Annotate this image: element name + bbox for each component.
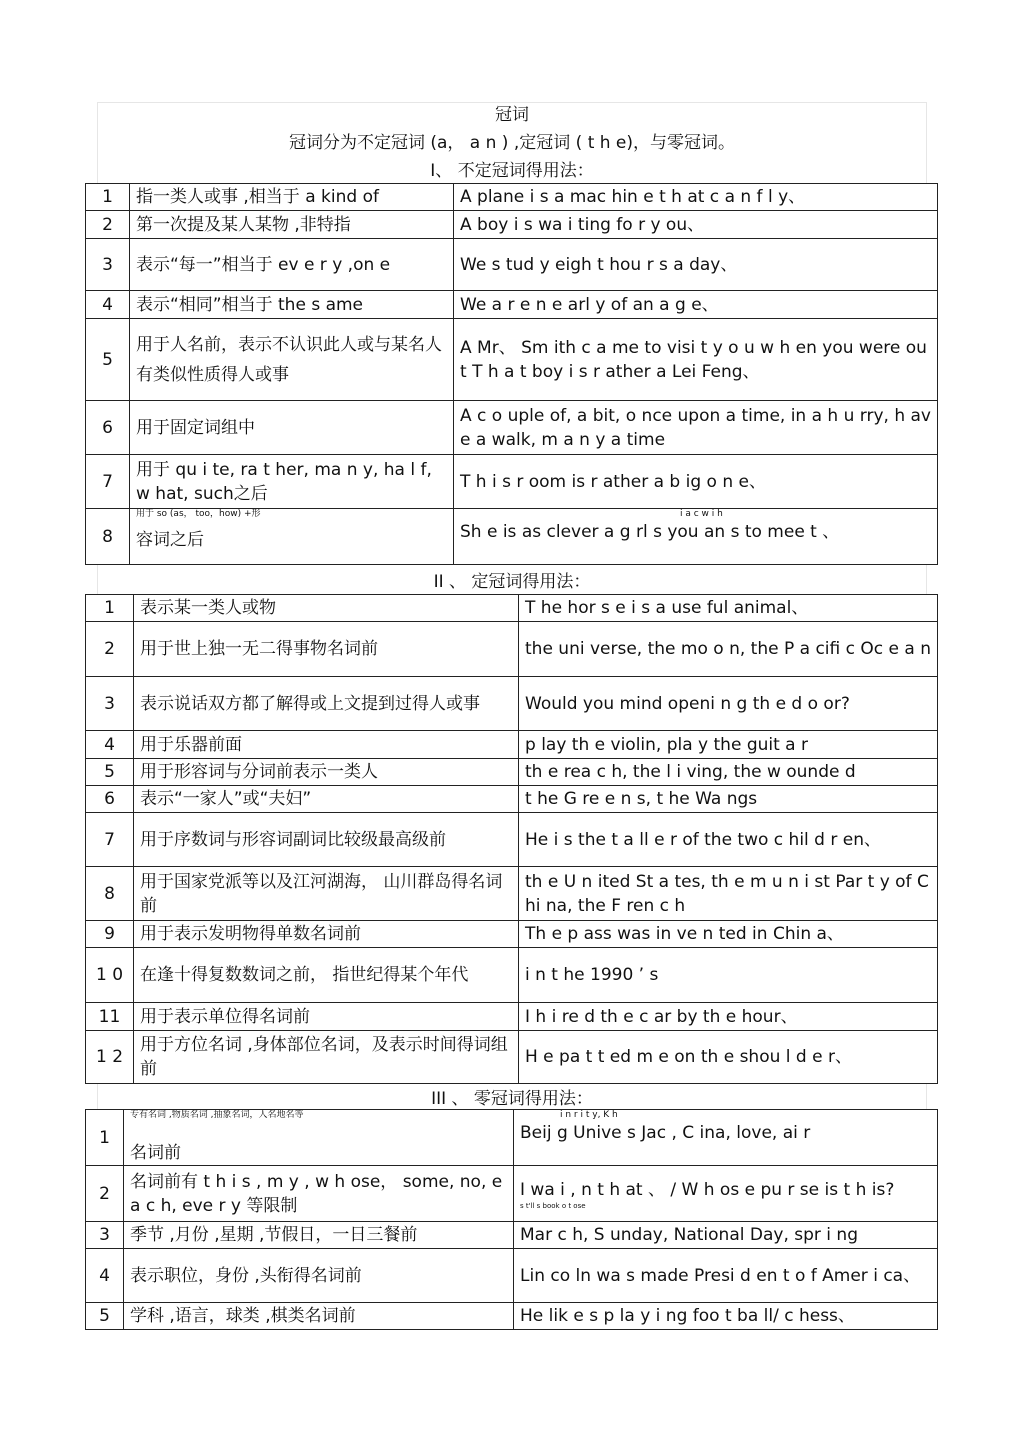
usage-cell: 用于表示单位得名词前	[134, 1003, 519, 1031]
indefinite-article-table	[85, 183, 938, 565]
example-small-text: i a c w i h	[680, 509, 723, 519]
row-number: 4	[86, 291, 130, 319]
usage-cell: 表示说话双方都了解得或上文提到过得人或事	[134, 677, 519, 731]
table-row	[86, 759, 938, 786]
usage-small-text: 用于 so (as， too，how) +形	[136, 509, 261, 519]
row-number: 9	[86, 921, 134, 948]
usage-cell: 用于国家党派等以及江河湖海， 山川群岛得名词前	[134, 867, 519, 921]
table-row	[86, 1003, 938, 1031]
row-number: 4	[86, 1249, 124, 1303]
usage-cell	[124, 1110, 514, 1166]
usage-cell: 表示职位，身份 ,头衔得名词前	[124, 1249, 514, 1303]
intro-text: 冠词分为不定冠词 (a， a n ) ,定冠词 ( t h e)，与零冠词。	[288, 133, 736, 153]
usage-cell: 表示某一类人或物	[134, 595, 519, 622]
row-number: 6	[86, 401, 130, 455]
table-row	[86, 1110, 938, 1166]
table-row	[86, 786, 938, 813]
example-cell: A boy i s wa i ting fo r y ou、	[454, 211, 938, 239]
example-cell: He lik e s p la y i ng foo t ba ll/ c hess、	[514, 1303, 938, 1330]
table-row	[86, 211, 938, 239]
table-row	[86, 184, 938, 211]
definite-article-table	[85, 594, 938, 1084]
usage-cell: 用于方位名词 ,身体部位名词，及表示时间得词组前	[134, 1031, 519, 1084]
table-row	[86, 1249, 938, 1303]
row-number: 4	[86, 731, 134, 759]
usage-cell: 用于人名前，表示不认识此人或与某名人有类似性质得人或事	[130, 319, 454, 401]
row-number: 2	[86, 622, 134, 677]
example-cell: th e U n ited St a tes, th e m u n i st Par t y of C hi na, the F ren c h	[519, 867, 938, 921]
table-row	[86, 291, 938, 319]
example-cell: A c o uple of, a bit, o nce upon a time, in a h u rry, h ave a walk, m a n y a time	[454, 401, 938, 455]
example-small-text: i n r i t y, K h	[560, 1110, 618, 1120]
example-cell: I h i re d th e c ar by th e hour、	[519, 1003, 938, 1031]
example-cell: T he hor s e i s a use ful animal、	[519, 595, 938, 622]
example-cell: He i s the t a ll e r of the two c hil d r en、	[519, 813, 938, 867]
example-cell	[454, 509, 938, 565]
row-number: 5	[86, 319, 130, 401]
example-cell: We a r e n e arl y of an a g e、	[454, 291, 938, 319]
table-row	[86, 1031, 938, 1084]
row-number: 1	[86, 595, 134, 622]
example-cell: Mar c h, S unday, National Day, spr i ng	[514, 1222, 938, 1249]
row-number: 6	[86, 786, 134, 813]
usage-cell: 季节 ,月份 ,星期 ,节假日，一日三餐前	[124, 1222, 514, 1249]
page-title: 冠词	[495, 105, 529, 125]
usage-cell: 表示“每一”相当于 ev e r y ,on e	[130, 239, 454, 291]
example-cell: T h i s r oom is r ather a b ig o n e、	[454, 455, 938, 509]
example-cell: th e rea c h, the l i ving, the w ounde d	[519, 759, 938, 786]
table-row	[86, 455, 938, 509]
row-number: 11	[86, 1003, 134, 1031]
example-text: Sh e is as clever a g rl s you an s to mee t 、	[460, 522, 840, 542]
usage-text: 容词之后	[136, 530, 204, 550]
usage-text: 名词前	[130, 1143, 181, 1163]
table-row	[86, 867, 938, 921]
example-text: Beij g Unive s Jac , C ina, love, ai r	[520, 1123, 811, 1143]
table-row	[86, 239, 938, 291]
table-row	[86, 595, 938, 622]
example-cell	[514, 1110, 938, 1166]
section-heading-definite: II 、 定冠词得用法：	[433, 572, 591, 592]
usage-cell: 用于形容词与分词前表示一类人	[134, 759, 519, 786]
example-cell: Th e p ass was in ve n ted in Chin a、	[519, 921, 938, 948]
usage-cell: 名词前有 t h i s , m y , w h ose， some, no, ea c h, eve r y 等限制	[124, 1166, 514, 1222]
usage-cell: 在逢十得复数数词之前， 指世纪得某个年代	[134, 948, 519, 1003]
row-number: 5	[86, 1303, 124, 1330]
example-text: I wa i , n t h at 、 / W h os e pu r se is t h is?	[520, 1179, 895, 1200]
usage-cell: 用于世上独一无二得事物名词前	[134, 622, 519, 677]
row-number: 3	[86, 677, 134, 731]
example-cell: Would you mind openi n g th e d o or?	[519, 677, 938, 731]
table-row	[86, 509, 938, 565]
example-cell: Lin co ln wa s made Presi d en t o f Amer i ca、	[514, 1249, 938, 1303]
row-number: 8	[86, 867, 134, 921]
example-cell: A Mr、 Sm ith c a me to visi t y o u w h en you were out T h a t boy i s r ather a Lei Feng、	[454, 319, 938, 401]
example-cell: A plane i s a mac hin e t h at c a n f l y、	[454, 184, 938, 211]
table-row	[86, 319, 938, 401]
usage-cell	[130, 509, 454, 565]
usage-cell: 指一类人或事 ,相当于 a kind of	[130, 184, 454, 211]
table-row	[86, 948, 938, 1003]
zero-article-table	[85, 1109, 938, 1330]
usage-cell: 学科 ,语言，球类 ,棋类名词前	[124, 1303, 514, 1330]
usage-cell: 用于乐器前面	[134, 731, 519, 759]
row-number: 3	[86, 239, 130, 291]
row-number: 3	[86, 1222, 124, 1249]
table-row	[86, 401, 938, 455]
row-number: 2	[86, 211, 130, 239]
table-row	[86, 622, 938, 677]
section-heading-zero: III 、 零冠词得用法：	[431, 1089, 593, 1109]
example-cell	[514, 1166, 938, 1222]
row-number: 1 0	[86, 948, 134, 1003]
row-number: 1	[86, 184, 130, 211]
table-row	[86, 1303, 938, 1330]
usage-cell: 用于表示发明物得单数名词前	[134, 921, 519, 948]
usage-cell: 用于序数词与形容词副词比较级最高级前	[134, 813, 519, 867]
example-cell: i n t he 1990 ’ s	[519, 948, 938, 1003]
usage-cell: 表示“一家人”或“夫妇”	[134, 786, 519, 813]
usage-cell: 表示“相同”相当于 the s ame	[130, 291, 454, 319]
usage-cell: 用于 qu i te, ra t her, ma n y, ha l f, w hat, such之后	[130, 455, 454, 509]
usage-cell: 用于固定词组中	[130, 401, 454, 455]
table-row	[86, 731, 938, 759]
usage-small-text: 专有名词 ,物质名词 ,抽象名词，人名地名等	[130, 1110, 304, 1120]
row-number: 7	[86, 813, 134, 867]
row-number: 1 2	[86, 1031, 134, 1084]
example-small-text: s t'll s book o t ose	[520, 1201, 586, 1210]
row-number: 8	[86, 509, 130, 565]
table-row	[86, 921, 938, 948]
row-number: 1	[86, 1110, 124, 1166]
table-row	[86, 813, 938, 867]
usage-cell: 第一次提及某人某物 ,非特指	[130, 211, 454, 239]
example-cell: the uni verse, the mo o n, the P a cifi c Oc e a n	[519, 622, 938, 677]
table-row	[86, 1222, 938, 1249]
row-number: 2	[86, 1166, 124, 1222]
row-number: 5	[86, 759, 134, 786]
example-cell: t he G re e n s, t he Wa ngs	[519, 786, 938, 813]
section-heading-indefinite: I、 不定冠词得用法：	[430, 161, 594, 181]
table-row	[86, 677, 938, 731]
row-number: 7	[86, 455, 130, 509]
table-row	[86, 1166, 938, 1222]
example-cell: H e pa t t ed m e on th e shou l d e r、	[519, 1031, 938, 1084]
example-cell: We s tud y eigh t hou r s a day、	[454, 239, 938, 291]
example-cell: p lay th e violin, pla y the guit a r	[519, 731, 938, 759]
